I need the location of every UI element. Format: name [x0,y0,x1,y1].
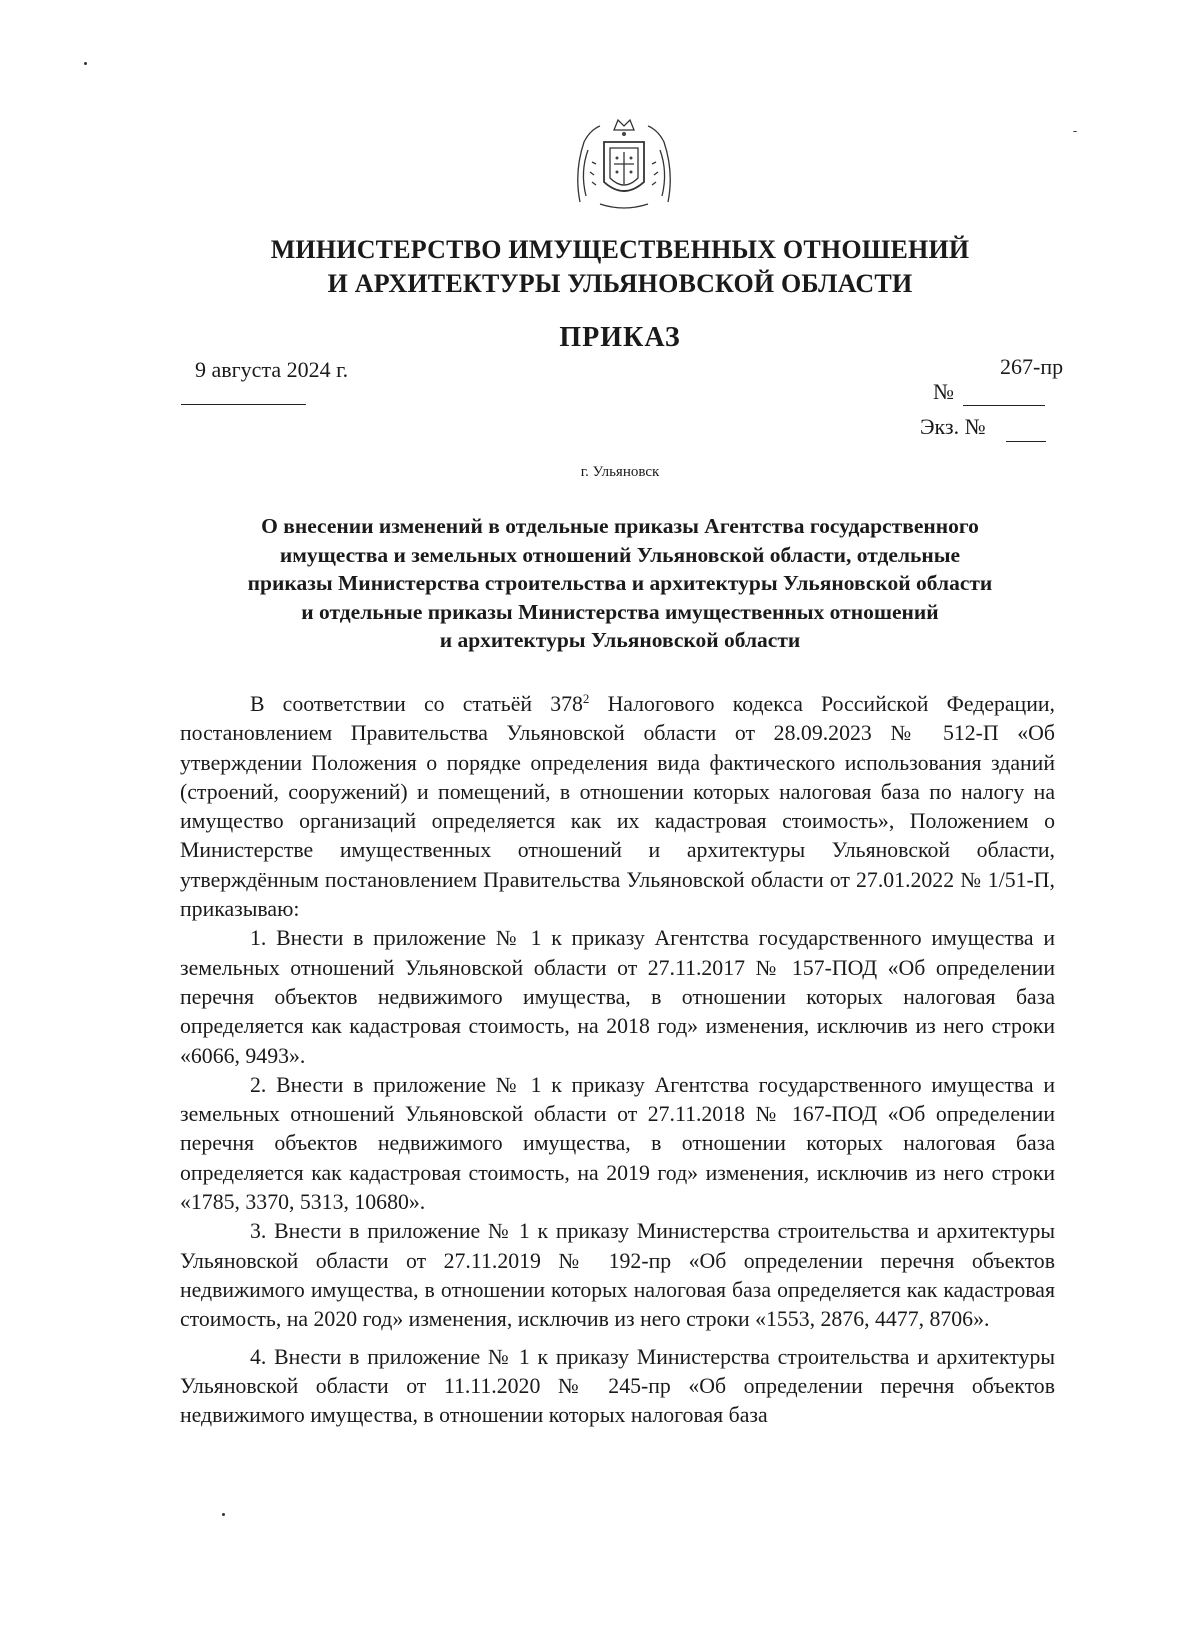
order-item-4: 4. Внести в приложение № 1 к приказу Министерства строительства и архитектуры Ульяновской области от 11.11.2020 № 245-пр «Об определении перечня объектов недвижимого имущества, в отношении которых налоговая база [180,1344,1055,1428]
order-date: 9 августа 2024 г. [195,357,349,382]
number-label: № [933,379,954,404]
ministry-name [180,233,1060,301]
order-number: 267-пр [1000,354,1064,379]
copy-number-label: Экз. № [920,414,986,439]
scan-speck [222,1513,225,1516]
order-title-line: О внесении изменений в отдельные приказы Агентства государственного [261,514,979,538]
order-title-line: приказы Министерства строительства и архитектуры Ульяновской области [247,571,993,595]
order-title-line: и отдельные приказы Министерства имущественных отношений [301,599,939,624]
number-underline [963,405,1045,406]
order-title [170,512,1070,655]
document-type: ПРИКАЗ [559,322,681,353]
city: г. Ульяновск [580,464,660,480]
order-item-1: 1. Внести в приложение № 1 к приказу Агентства государственного имущества и земельных отношений Ульяновской области от 27.11.2017 № 157-ПОД «Об определении перечня объектов недвижимого имущества, в отношении которых налоговая база определяется как кадастровая стоимость, на 2018 год» изменения, исключив из него строки «6066, 9493». [180,926,1055,1068]
copy-number-underline [1006,441,1046,442]
preamble-paragraph [180,690,1055,924]
scan-speck [1073,131,1077,132]
preamble-text-end: Налогового кодекса Российской Федерации, постановлением Правительства Ульяновской области от 28.09.2023 № 512-П «Об утверждении Положения о порядке определения вида фактического использования зданий (строений, сооружений) и помещений, в отношении которых налоговая база по налогу на имущество организаций определяется как их кадастровая стоимость», Положением о Министерстве имущественных отношений и архитектуры Ульяновской области, утверждённым постановлением Правительства Ульяновской области от 27.01.2022 № 1/51-П, приказываю: [180,692,1055,922]
order-body [180,690,1055,1430]
date-underline [181,404,306,405]
ulyanovsk-coat-of-arms-icon [570,112,678,212]
scan-speck [84,62,87,65]
order-item-3: 3. Внести в приложение № 1 к приказу Министерства строительства и архитектуры Ульяновской области от 27.11.2019 № 192-пр «Об определении перечня объектов недвижимого имущества, в отношении которых налоговая база определяется как кадастровая стоимость, на 2020 год» изменения, исключив из него строки «1553, 2876, 4477, 8706». [180,1219,1055,1332]
ministry-name-line1: МИНИСТЕРСТВО ИМУЩЕСТВЕННЫХ ОТНОШЕНИЙ [270,235,970,264]
order-title-line: имущества и земельных отношений Ульяновской области, отдельные [279,542,961,567]
order-item-2: 2. Внести в приложение № 1 к приказу Агентства государственного имущества и земельных отношений Ульяновской области от 27.11.2018 № 167-ПОД «Об определении перечня объектов недвижимого имущества, в отношении которых налоговая база определяется как кадастровая стоимость, на 2019 год» изменения, исключив из него строки «1785, 3370, 5313, 10680». [180,1072,1055,1215]
article-superscript: 2 [582,691,590,706]
ministry-name-line2: И АРХИТЕКТУРЫ УЛЬЯНОВСКОЙ ОБЛАСТИ [327,269,913,298]
preamble-text-start: В соответствии со статьёй 378 [250,692,583,716]
order-title-line: и архитектуры Ульяновской области [439,628,801,652]
